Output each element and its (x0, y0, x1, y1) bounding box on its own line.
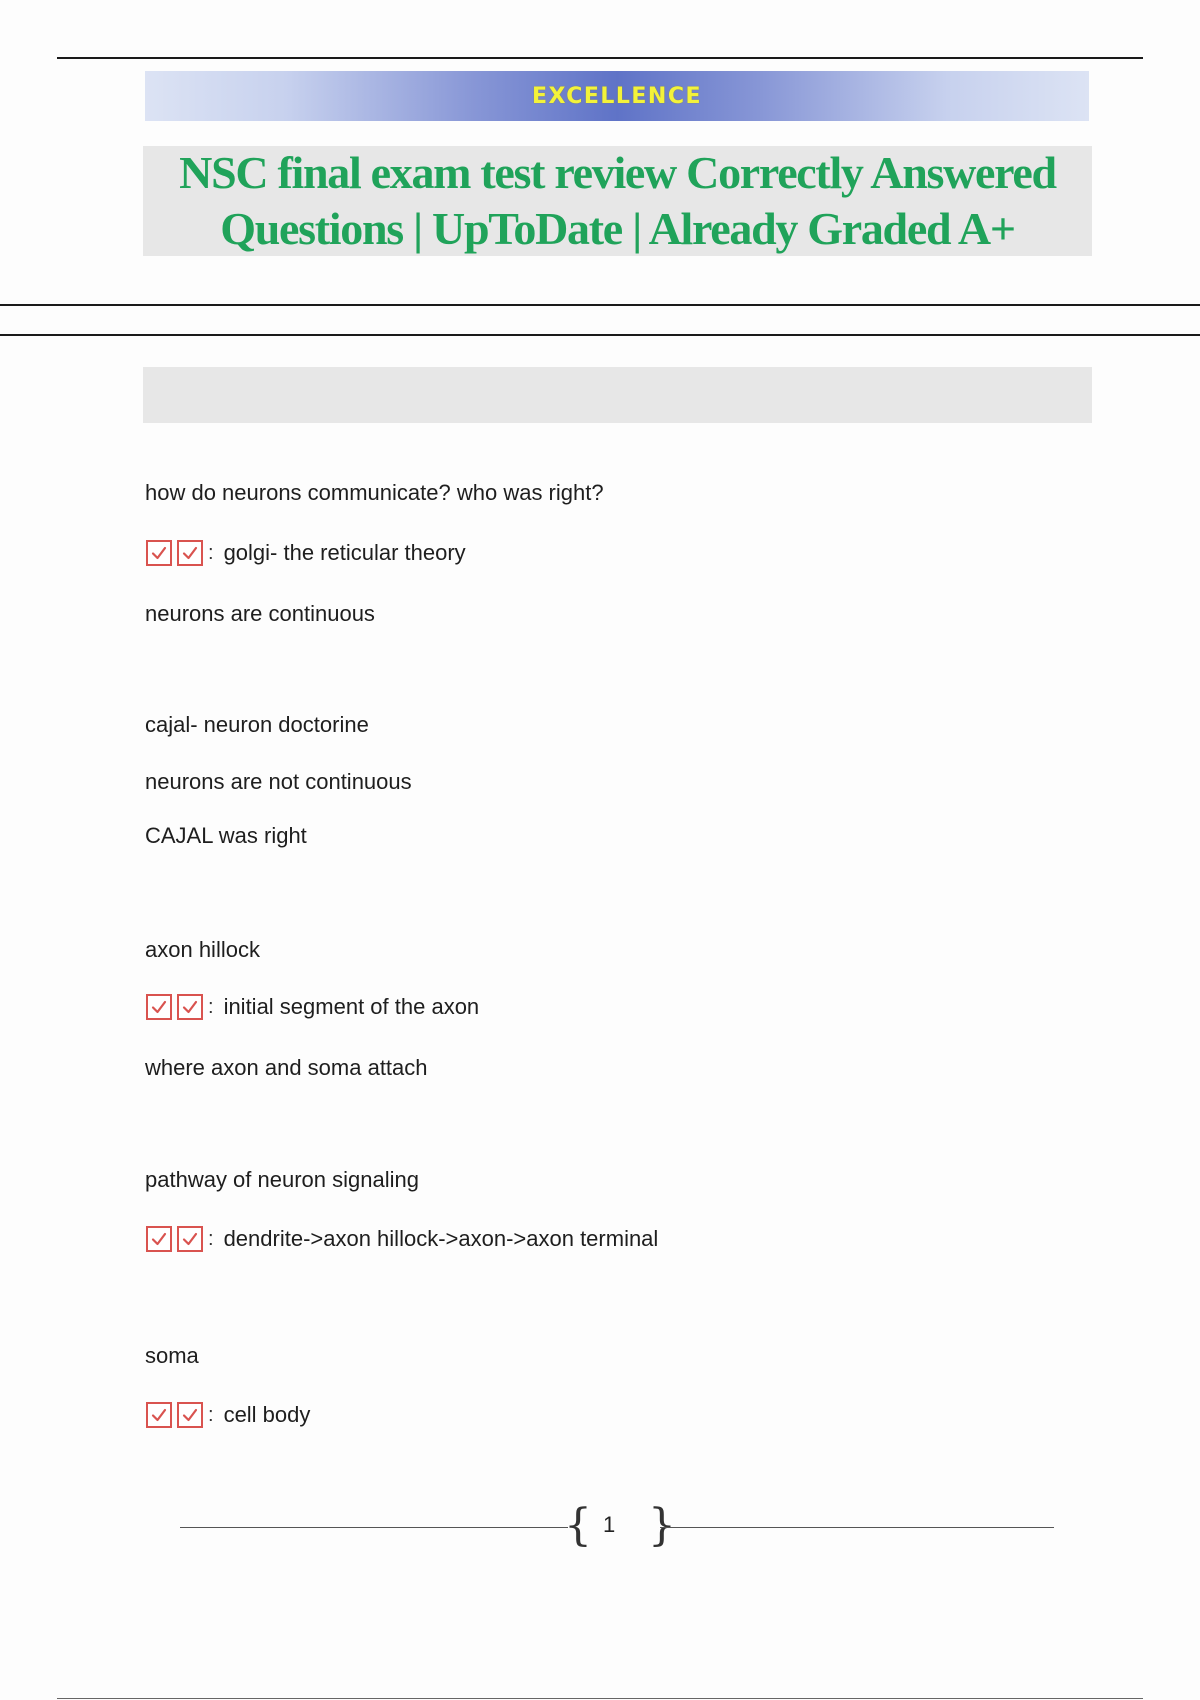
answer-detail-line: neurons are not continuous (145, 769, 412, 794)
checkbox-checked-icon (146, 1402, 172, 1428)
checkbox-checked-icon (177, 1226, 203, 1252)
left-brace-icon: { (564, 1500, 592, 1551)
question-text: pathway of neuron signaling (145, 1167, 419, 1192)
question-text: soma (145, 1343, 199, 1368)
answer-row (146, 1400, 310, 1430)
question-text: how do neurons communicate? who was right? (145, 480, 604, 505)
section-rule-1 (0, 304, 1200, 306)
answer-detail-line: neurons are continuous (145, 601, 375, 626)
answer-text: initial segment of the axon (223, 994, 480, 1019)
answer-text: golgi- the reticular theory (223, 540, 466, 565)
answer-text: cell body (223, 1402, 311, 1427)
empty-gray-box (143, 367, 1092, 423)
checkbox-checked-icon (177, 540, 203, 566)
answer-separator: : (208, 995, 214, 1018)
answer-row (146, 1224, 658, 1254)
footer-rule-right (660, 1527, 1054, 1528)
answer-row (146, 992, 479, 1022)
checkbox-checked-icon (177, 994, 203, 1020)
page-footer (180, 1500, 1054, 1556)
checkbox-checked-icon (177, 1402, 203, 1428)
footer-rule-left (180, 1527, 568, 1528)
title-box (143, 146, 1092, 256)
question-text: axon hillock (145, 937, 260, 962)
answer-detail-line: cajal- neuron doctorine (145, 712, 369, 737)
checkbox-checked-icon (146, 1226, 172, 1252)
page-number: 1 (603, 1512, 616, 1537)
answer-text: dendrite->axon hillock->axon->axon terminal (223, 1226, 659, 1251)
top-rule (57, 57, 1143, 59)
answer-detail-line: where axon and soma attach (145, 1055, 428, 1080)
checkbox-checked-icon (146, 540, 172, 566)
document-title: NSC final exam test review Correctly Answered Questions | UpToDate | Already Graded A+ (179, 147, 1056, 254)
checkbox-checked-icon (146, 994, 172, 1020)
answer-detail-line: CAJAL was right (145, 823, 307, 848)
excellence-banner (145, 71, 1089, 121)
answer-row (146, 538, 466, 568)
section-rule-2 (0, 334, 1200, 336)
answer-separator: : (208, 541, 214, 564)
answer-separator: : (208, 1227, 214, 1250)
right-brace-icon: } (648, 1500, 676, 1551)
answer-separator: : (208, 1403, 214, 1426)
bottom-rule (57, 1698, 1143, 1699)
banner-label: EXCELLENCE (531, 83, 703, 109)
